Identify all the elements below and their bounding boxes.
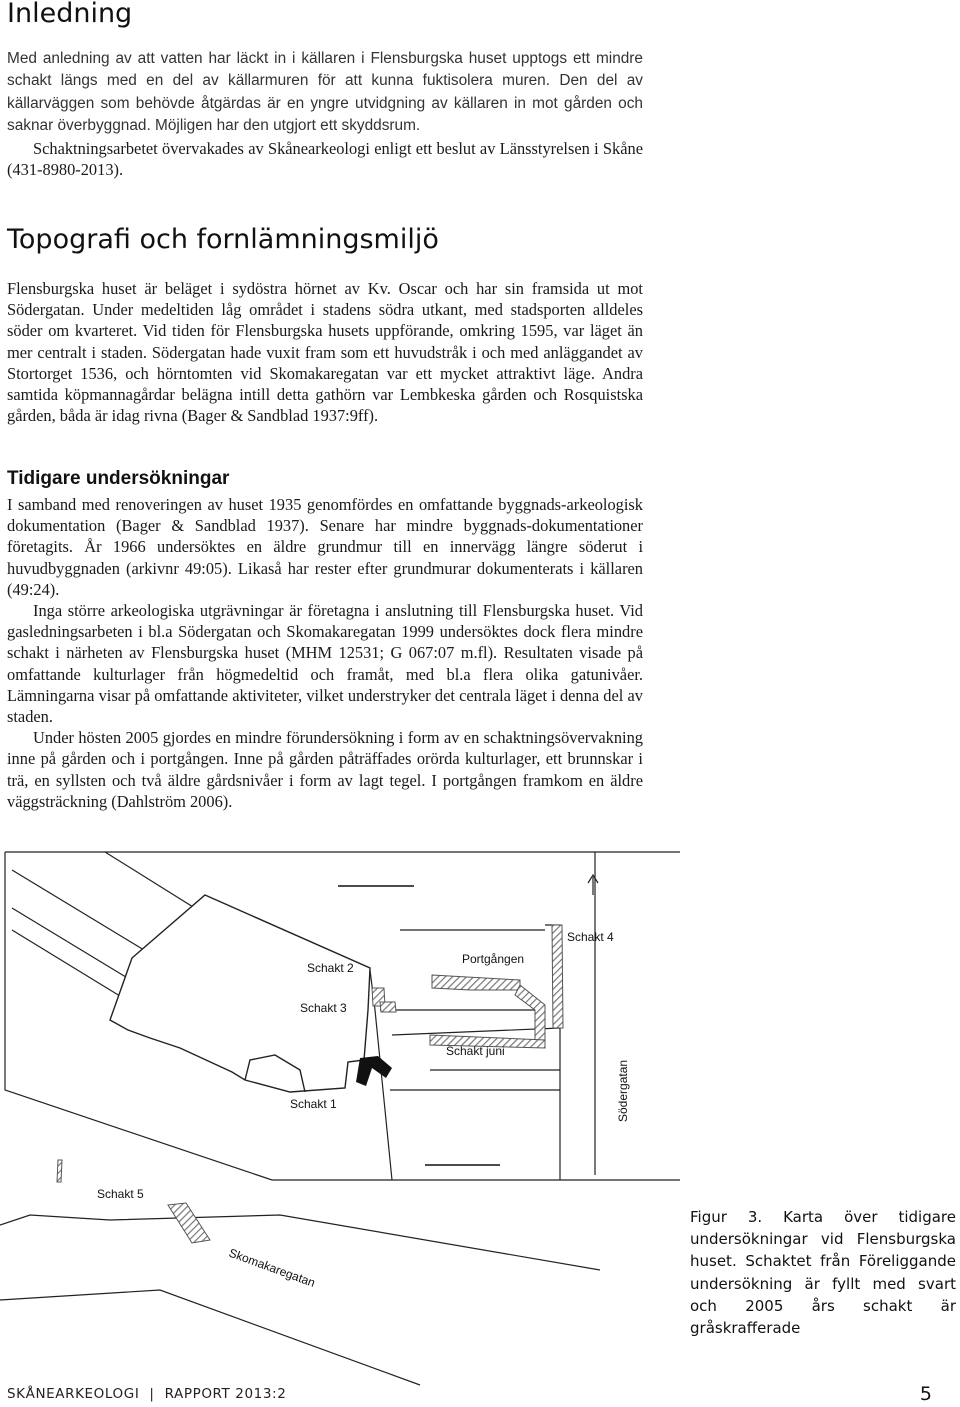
figure-caption: Figur 3. Karta över tidigare undersökningar vid Flensburgska huset. Schaktet från Föreliggande undersökning är fyllt med svart och 2005 års schakt är gråskrafferade <box>690 1208 956 1338</box>
map-label-portgangen: Portgången <box>462 952 525 966</box>
footer-report: RAPPORT 2013:2 <box>164 1386 287 1402</box>
heading-tidigare-undersokningar: Tidigare undersökningar <box>7 468 230 489</box>
north-arrow-icon <box>588 875 598 895</box>
building-outline <box>110 895 370 1092</box>
heading-topografi: Topografi och fornlämningsmiljö <box>7 224 439 255</box>
shaft-current <box>356 1056 392 1086</box>
figure-map <box>0 848 680 1388</box>
tidigare-paragraph-2: Inga större arkeologiska utgrävningar är företagna i anslutning till Flensburgska huset. Vid gasledningsarbeten i bl.a Södergatan och Skomakaregatan 1999 undersöktes dock flera mindre schakt i närheten av Flensburgska huset (MHM 12531; G 067:07 m.fl). Resultaten visade på omfattande kulturlager från högmedeltid och framåt, med bl.a flera olika gatunivåer. Lämningarna visar på omfattande aktiviteter, vilket understryker det centrala läget i denna del av staden. <box>7 601 643 727</box>
map-label-schakt1: Schakt 1 <box>290 1097 337 1111</box>
inledning-paragraph-2: Schaktningsarbetet övervakades av Skånearkeologi enligt ett beslut av Länsstyrelsen i Skåne (431-8980-2013). <box>7 138 643 179</box>
heading-inledning: Inledning <box>7 0 133 29</box>
inledning-paragraph-1: Med anledning av att vatten har läckt in i källaren i Flensburgska huset upptogs ett mindre schakt längs med en del av källarmuren för att kunna fuktisolera muren. Den del av källarväggen som behövde åtgärdas är en yngre utvidgning av källaren in mot gården och saknar överbyggnad. Möjligen har den utgjort ett skyddsrum. <box>7 50 643 135</box>
tidigare-paragraph-3: Under hösten 2005 gjordes en mindre förundersökning i form av en schaktningsövervakning inne på gården och i portgången. Inne på gården påträffades orörda kulturlager, ett brunnskar i trä, en syllsten och två äldre gårdsnivåer i form av lagt tegel. I portgången framkom en äldre väggsträckning (Dahlström 2006). <box>7 728 643 811</box>
map-label-sodergatan: Södergatan <box>616 1059 630 1122</box>
map-label-schakt-juni: Schakt juni <box>446 1044 505 1058</box>
map-label-schakt5: Schakt 5 <box>97 1187 144 1201</box>
map-label-schakt2: Schakt 2 <box>307 961 354 975</box>
inledning-text <box>7 48 643 180</box>
map-label-skomakaregatan: Skomakaregatan <box>226 1245 318 1290</box>
topografi-paragraph-1: Flensburgska huset är beläget i sydöstra hörnet av Kv. Oscar och har sin framsida ut mot Södergatan. Under medeltiden låg området i stadens södra utkant, med stadsporten alldeles söder om kvarteret. Vid tiden för Flensburgska husets uppförande, omkring 1595, var läget än mer centralt i staden. Södergatan hade vuxit fram som ett huvudstråk i och med anläggandet av Stortorget 1536, och hörntomten vid Skomakaregatan var ett mycket attraktivt läge. Andra samtida köpmannagårdar belägna intill detta gathörn var Lembkeska gården och Rosquistska gården, båda är idag rivna (Bager & Sandblad 1937:9ff). <box>7 279 643 426</box>
map-label-schakt3: Schakt 3 <box>300 1001 347 1015</box>
footer-publisher: SKÅNEARKEOLOGI <box>7 1386 140 1402</box>
tidigare-paragraph-1: I samband med renoveringen av huset 1935 genomfördes en omfattande byggnads-arkeologisk dokumentation (Bager & Sandblad 1937). Senare har mindre byggnads-dokumentationer företagits. År 1966 undersöktes en äldre grundmur till en innervägg längre söderut i huvudbyggnaden (arkivnr 49:05). Likaså har rester efter grundmurar dokumenterats i källaren (49:24). <box>7 495 643 599</box>
page-footer <box>7 1386 286 1402</box>
page-number: 5 <box>919 1383 932 1405</box>
topografi-text <box>7 278 643 426</box>
map-label-schakt4: Schakt 4 <box>567 930 614 944</box>
footer-separator: | <box>149 1386 155 1402</box>
tidigare-text <box>7 494 643 812</box>
